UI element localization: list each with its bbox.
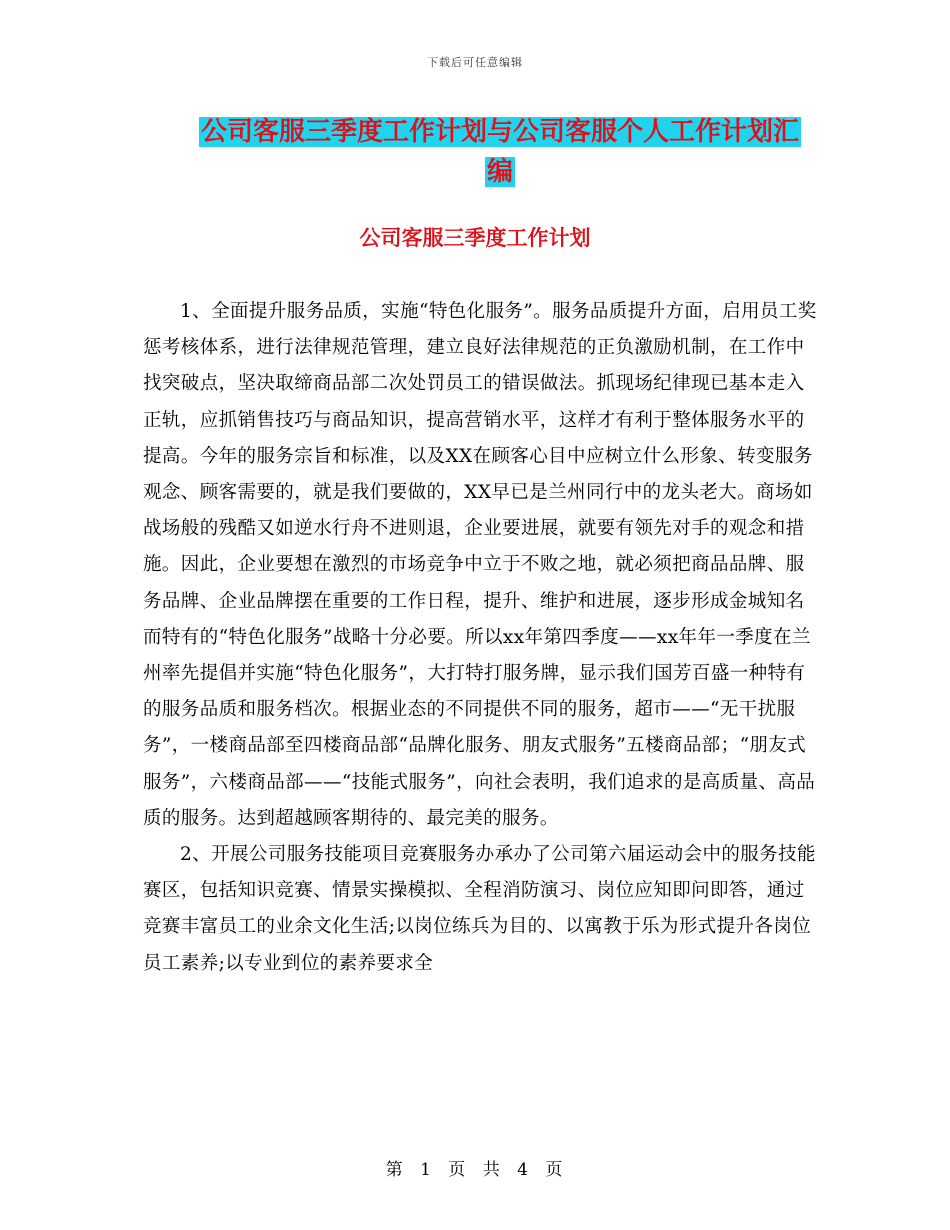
footer-page-number: 1	[420, 1160, 433, 1180]
footer-prefix: 第	[385, 1160, 405, 1180]
header-note: 下载后可任意编辑	[427, 56, 523, 69]
footer-page-label: 页	[448, 1160, 468, 1180]
footer-suffix: 页	[545, 1160, 565, 1180]
document-title-line-2: 编	[486, 157, 513, 187]
page-footer	[0, 1155, 950, 1180]
section-heading: 公司客服三季度工作计划	[359, 226, 591, 250]
footer-total-pages: 4	[517, 1160, 530, 1180]
footer-total-label: 共	[482, 1160, 502, 1180]
paragraph-1: 1、全面提升服务品质，实施“特色化服务”。服务品质提升方面，启用员工奖惩考核体系，进行法律规范管理，建立良好法律规范的正负激励机制，在工作中找突破点，坚决取缔商品部二次处罚员工的错误做法。抓现场纪律现已基本走入正轨，应抓销售技巧与商品知识，提高营销水平，这样才有利于整体服务水平的提高。今年的服务宗旨和标准，以及XX在顾客心目中应树立什么形象、转变服务观念、顾客需要的，就是我们要做的，XX早已是兰州同行中的龙头老大。商场如战场般的残酷又如逆水行舟不进则退，企业要进展，就要有领先对手的观念和措施。因此，企业要想在激烈的市场竞争中立于不败之地，就必须把商品品牌、服务品牌、企业品牌摆在重要的工作日程，提升、维护和进展，逐步形成金城知名而特有的“特色化服务”战略十分必要。所以xx年第四季度——xx年年一季度在兰州率先提倡并实施“特色化服务”，大打特打服务牌，显示我们国芳百盛一种特有的服务品质和服务档次。根据业态的不同提供不同的服务，超市——“无干扰服务”，一楼商品部至四楼商品部“品牌化服务、朋友式服务”五楼商品部；“朋友式服务”，六楼商品部——“技能式服务”，向社会表明，我们追求的是高质量、高品质的服务。达到超越顾客期待的、最完美的服务。	[143, 301, 817, 829]
document-title	[190, 112, 810, 192]
document-title-line-1: 公司客服三季度工作计划与公司客服个人工作计划汇	[200, 117, 799, 147]
paragraph-2: 2、开展公司服务技能项目竞赛服务办承办了公司第六届运动会中的服务技能赛区，包括知识竞赛、情景实操模拟、全程消防演习、岗位应知即问即答，通过竞赛丰富员工的业余文化生活;以岗位练兵为目的、以寓教于乐为形式提升各岗位员工素养;以专业到位的素养要求全	[143, 844, 816, 974]
body-text	[143, 294, 818, 982]
